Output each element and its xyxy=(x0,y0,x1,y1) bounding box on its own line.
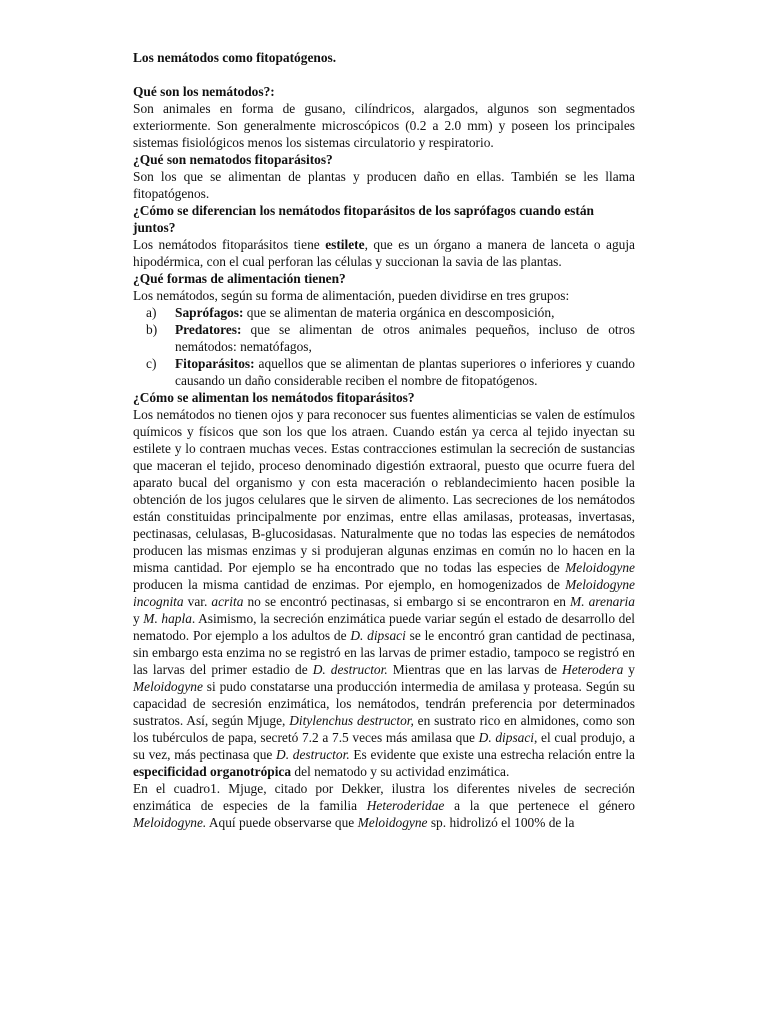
list-item: c) Fitoparásitos: aquellos que se alimentan de plantas superiores o inferiores y cuando causando un daño considerable reciben el nombre de fitopatógenos. xyxy=(146,356,635,388)
species-name: Heteroderidae xyxy=(366,798,445,813)
list-marker: a) xyxy=(146,305,157,320)
species-name: Meloidogyne. xyxy=(133,815,207,830)
bold-term: especificidad organotrópica xyxy=(133,764,292,779)
species-name: Meloidogyne xyxy=(357,815,428,830)
question-heading: Qué son los nemátodos?: xyxy=(133,84,275,99)
species-name: Heterodera xyxy=(562,662,624,677)
species-name: M. hapla xyxy=(143,611,192,626)
species-name: D. dipsaci xyxy=(350,628,406,643)
species-name: M. arenaria xyxy=(570,594,635,609)
list-marker: c) xyxy=(146,356,157,371)
species-name: D. dipsaci xyxy=(478,730,535,745)
question-heading: ¿Qué son nematodos fitoparásitos? xyxy=(133,152,333,167)
paragraph: Los nemátodos fitoparásitos tiene estilete, que es un órgano a manera de lanceta o aguja hipodérmica, con el cual perforan las células y succionan la savia de las plantas. xyxy=(133,237,635,269)
paragraph: En el cuadro1. Mjuge, citado por Dekker, ilustra los diferentes niveles de secreción enzimática de especies de la familia Heteroderidae a la que pertenece el género Meloidogyne. Aquí puede observarse que Meloidogyne sp. hidrolizó el 100% de la xyxy=(133,781,635,830)
species-name: D. destructor. xyxy=(276,747,350,762)
species-name: Meloidogyne incognita xyxy=(133,577,635,609)
paragraph: Son los que se alimentan de plantas y producen daño en ellas. También se les llama fitopatógenos. xyxy=(133,169,635,201)
bold-term: estilete xyxy=(325,237,365,252)
list-item: a) Saprófagos: que se alimentan de materia orgánica en descomposición, xyxy=(146,305,555,320)
list-term: Predatores: xyxy=(175,322,242,337)
question-heading: ¿Qué formas de alimentación tienen? xyxy=(133,271,346,286)
document-page xyxy=(133,49,635,831)
list-term: Fitoparásitos: xyxy=(175,356,255,371)
species-name: acrita xyxy=(211,594,244,609)
species-name: D. destructor. xyxy=(312,662,388,677)
list-item: b) Predatores: que se alimentan de otros animales pequeños, incluso de otros nemátodos: nematófagos, xyxy=(146,322,635,354)
question-heading: ¿Cómo se alimentan los nemátodos fitoparásitos? xyxy=(133,390,415,405)
species-name: Ditylenchus destructor, xyxy=(289,713,414,728)
feeding-types-list xyxy=(133,304,635,389)
question-heading: ¿Cómo se diferencian los nemátodos fitoparásitos de los saprófagos cuando están juntos? xyxy=(133,203,594,235)
paragraph: Los nemátodos, según su forma de alimentación, pueden dividirse en tres grupos: xyxy=(133,288,570,303)
species-name: Meloidogyne xyxy=(565,560,635,575)
paragraph: Son animales en forma de gusano, cilíndricos, alargados, algunos son segmentados exteriormente. Son generalmente microscópicos (0.2 a 2.0 mm) y poseen los principales sistemas fisiológicos menos los sistemas circulatorio y respiratorio. xyxy=(133,101,635,150)
document-title: Los nemátodos como fitopatógenos. xyxy=(133,50,337,65)
list-term: Saprófagos: xyxy=(175,305,244,320)
paragraph: Los nemátodos no tienen ojos y para reconocer sus fuentes alimenticias se valen de estímulos químicos y físicos que son los que los atraen. Cuando están ya cerca al tejido inyectan su estilete y lo contraen muchas veces. Estas contracciones estimulan la secreción de sustancias que maceran el tejido, proceso denominado digestión extraoral, puesto que ocurre fuera del aparato bucal del organismo y con esta maceración o reblandecimiento hacen posible la obtención de los jugos celulares que le sirven de alimento. Las secreciones de los nemátodos están constituidas principalmente por enzimas, entre ellas amilasas, proteasas, invertasas, pectinasas, celulasas, B-glucosidasas. Naturalmente que no todas las especies de nemátodos producen las mismas enzimas y si produjeran algunas enzimas en común no lo hacen en la misma cantidad. Por ejemplo se ha encontrado que no todas las especies de Meloidogyne producen la misma cantidad de enzimas. Por ejemplo, en homogenizados de Meloidogyne incognita var. acrita no se encontró pectinasas, si embargo si se encontraron en M. arenaria y M. hapla. Asimismo, la secreción enzimática puede variar según el estado de desarrollo del nematodo. Por ejemplo a los adultos de D. dipsaci se le encontró gran cantidad de pectinasa, sin embargo esta enzima no se registró en las larvas de primer estadio, tampoco se registró en las larvas del primer estadio de D. destructor. Mientras que en las larvas de Heterodera y Meloidogyne si pudo constatarse una producción intermedia de amilasa y proteasa. Según su capacidad de secresión enzimática, los nemátodos, tendrán preferencia por determinados sustratos. Así, según Mjuge, Ditylenchus destructor, en sustrato rico en almidones, como son los tubérculos de papa, secretó 7.2 a 7.5 veces más amilasa que D. dipsaci, el cual produjo, a su vez, más pectinasa que D. destructor. Es evidente que existe una estrecha relación entre la especificidad organotrópica del nematodo y su actividad enzimática. xyxy=(133,407,636,779)
species-name: Meloidogyne xyxy=(133,679,203,694)
list-marker: b) xyxy=(146,322,158,337)
